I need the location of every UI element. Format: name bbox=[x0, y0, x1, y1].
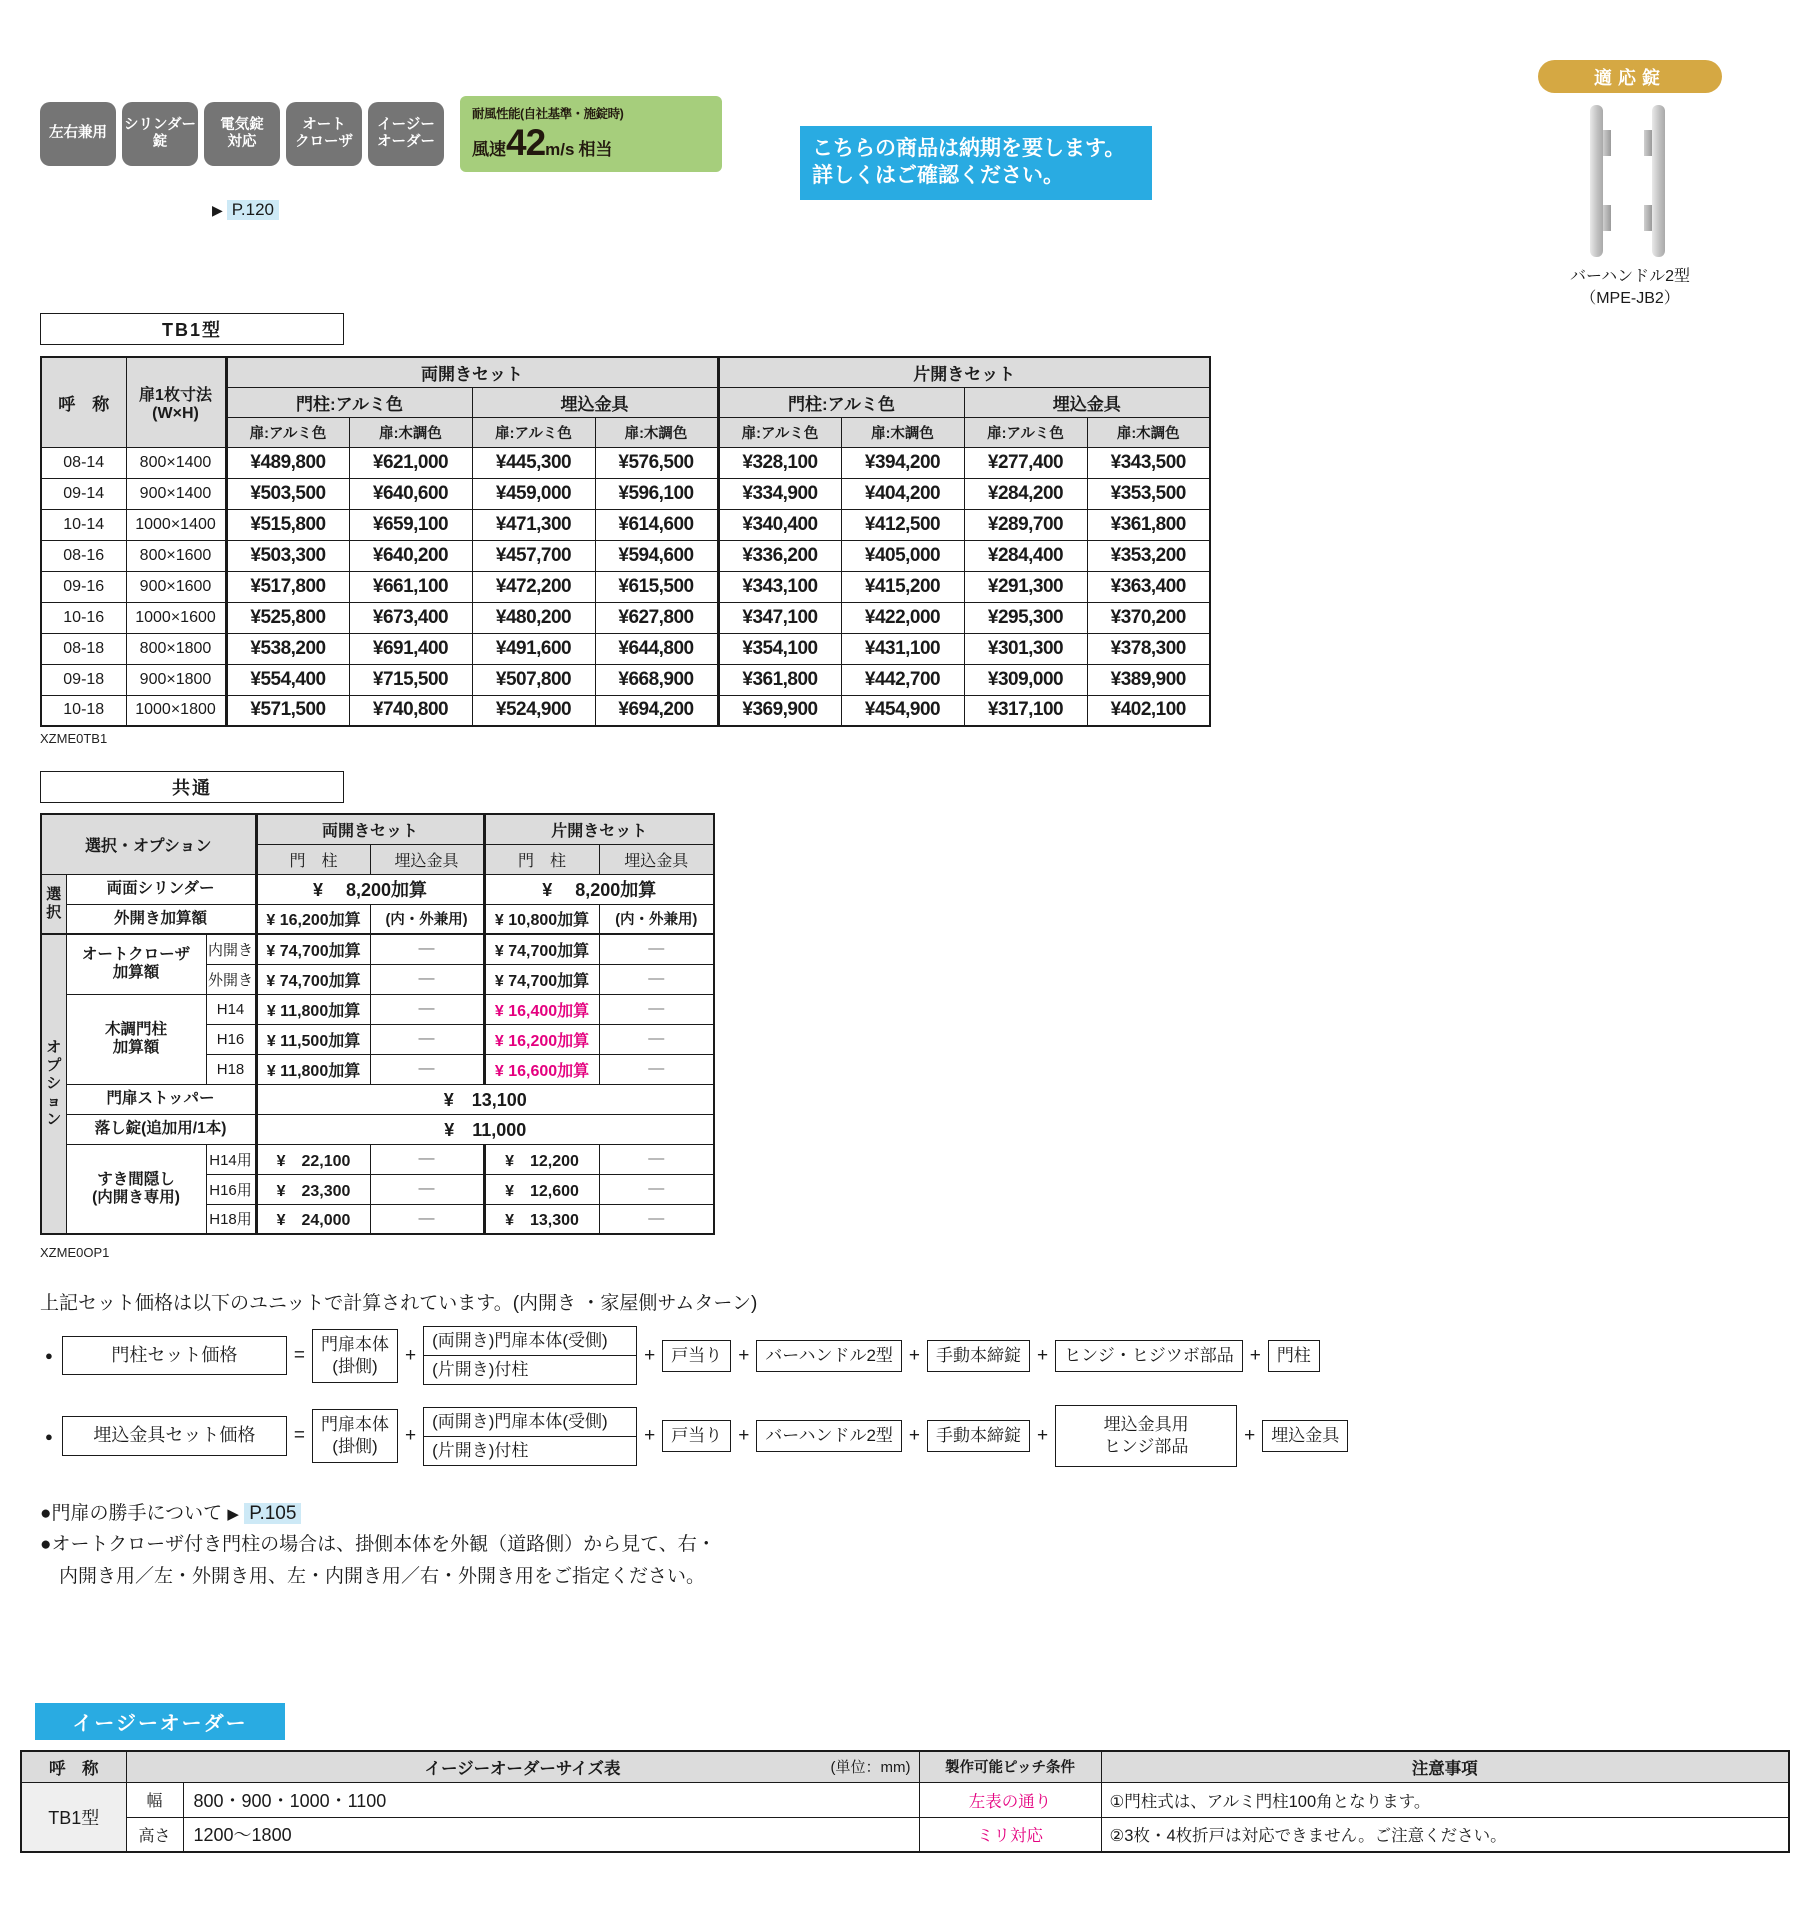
price-cell: ¥317,100 bbox=[964, 695, 1087, 726]
option-sub: H16 bbox=[206, 1024, 256, 1054]
formula-item: (両開き)門扉本体(受側) (片開き)付柱 bbox=[423, 1326, 637, 1385]
formula-pillar-set bbox=[45, 1326, 1320, 1385]
arrow-icon: ▶ bbox=[227, 1506, 239, 1523]
price-cell: ¥596,100 bbox=[595, 478, 718, 509]
bar-handle-left bbox=[1590, 105, 1603, 257]
price-cell: ¥422,000 bbox=[841, 602, 964, 633]
model-cell: 09-14 bbox=[41, 478, 126, 509]
option-value: ¥ 16,200加算 bbox=[256, 904, 370, 934]
price-cell: ¥354,100 bbox=[718, 633, 841, 664]
price-cell: ¥284,200 bbox=[964, 478, 1087, 509]
wind-unit: m/s bbox=[545, 140, 575, 159]
options-sub-metal: 埋込金具 bbox=[370, 844, 484, 874]
model-cell: 10-16 bbox=[41, 602, 126, 633]
option-value: ¥ 11,500加算 bbox=[256, 1024, 370, 1054]
price-cell: ¥740,800 bbox=[349, 695, 472, 726]
delivery-notice bbox=[800, 126, 1152, 200]
feature-badges bbox=[40, 102, 444, 166]
option-label: 外開き加算額 bbox=[66, 904, 256, 934]
price-cell: ¥459,000 bbox=[472, 478, 595, 509]
price-table bbox=[40, 356, 1211, 727]
option-note: (内・外兼用) bbox=[370, 904, 484, 934]
options-group-single: 片開きセット bbox=[484, 814, 714, 844]
plus-sign: + bbox=[738, 1425, 750, 1447]
option-sub: H18用 bbox=[206, 1204, 256, 1234]
bullet-icon: ● bbox=[45, 1348, 53, 1364]
plus-sign: + bbox=[738, 1344, 750, 1366]
price-cell: ¥489,800 bbox=[226, 447, 349, 478]
model-cell: 10-18 bbox=[41, 695, 126, 726]
option-value: ¥ 24,000 bbox=[256, 1204, 370, 1234]
easy-pitch-value: 左表の通り bbox=[919, 1782, 1101, 1817]
easy-height-label: 高さ bbox=[126, 1817, 183, 1852]
option-value: — bbox=[370, 1054, 484, 1084]
size-cell: 900×1400 bbox=[126, 478, 226, 509]
formula-item: 門扉本体 (掛側) bbox=[312, 1409, 398, 1463]
option-value: ¥ 11,000 bbox=[256, 1114, 714, 1144]
handle-tab-icon bbox=[1644, 130, 1652, 156]
notes bbox=[40, 1498, 716, 1592]
options-sub-pillar: 門 柱 bbox=[484, 844, 599, 874]
formula-metal-set bbox=[45, 1405, 1348, 1467]
size-cell: 900×1600 bbox=[126, 571, 226, 602]
calc-intro: 上記セット価格は以下のユニットで計算されています。(内開き ・家屋側サムターン) bbox=[40, 1293, 758, 1314]
easy-model: TB1型 bbox=[21, 1782, 126, 1852]
option-value: — bbox=[370, 964, 484, 994]
formula-title: 埋込金具セット価格 bbox=[62, 1416, 287, 1455]
option-sub: 外開き bbox=[206, 964, 256, 994]
option-sub: H18 bbox=[206, 1054, 256, 1084]
easy-width-label: 幅 bbox=[126, 1782, 183, 1817]
option-note: (内・外兼用) bbox=[599, 904, 714, 934]
price-cell: ¥431,100 bbox=[841, 633, 964, 664]
easy-width-value: 800・900・1000・1100 bbox=[183, 1782, 919, 1817]
price-cell: ¥503,500 bbox=[226, 478, 349, 509]
price-cell: ¥457,700 bbox=[472, 540, 595, 571]
price-cell: ¥291,300 bbox=[964, 571, 1087, 602]
size-cell: 1000×1400 bbox=[126, 509, 226, 540]
badge-cylinder-lock: シリンダー 錠 bbox=[122, 102, 198, 166]
note-handing: ●門扉の勝手について ▶ P.105 bbox=[40, 1498, 716, 1529]
price-cell: ¥328,100 bbox=[718, 447, 841, 478]
option-value: ¥ 11,800加算 bbox=[256, 1054, 370, 1084]
equals-sign: = bbox=[293, 1425, 305, 1447]
table-row bbox=[41, 509, 1210, 540]
price-cell: ¥538,200 bbox=[226, 633, 349, 664]
wind-value: 42 bbox=[506, 122, 546, 163]
plus-sign: + bbox=[1249, 1344, 1261, 1366]
formula-item: バーハンドル2型 bbox=[756, 1340, 902, 1372]
price-cell: ¥673,400 bbox=[349, 602, 472, 633]
sub-header-metal: 埋込金具 bbox=[964, 387, 1210, 417]
easy-height-value: 1200～1800 bbox=[183, 1817, 919, 1852]
size-cell: 800×1800 bbox=[126, 633, 226, 664]
size-cell: 800×1600 bbox=[126, 540, 226, 571]
plus-sign: + bbox=[404, 1425, 417, 1447]
option-sub: H14 bbox=[206, 994, 256, 1024]
price-cell: ¥554,400 bbox=[226, 664, 349, 695]
option-value: — bbox=[370, 934, 484, 964]
table-row bbox=[41, 904, 714, 934]
price-cell: ¥445,300 bbox=[472, 447, 595, 478]
leaf-header-wood: 扉:木調色 bbox=[1087, 417, 1210, 447]
option-value: — bbox=[599, 1144, 714, 1174]
formula-item: 手動本締錠 bbox=[927, 1420, 1030, 1452]
arrow-icon: ▶ bbox=[212, 201, 223, 218]
model-cell: 08-14 bbox=[41, 447, 126, 478]
group-header-single: 片開きセット bbox=[718, 357, 1210, 387]
price-cell: ¥336,200 bbox=[718, 540, 841, 571]
plus-sign: + bbox=[404, 1344, 417, 1366]
price-cell: ¥353,500 bbox=[1087, 478, 1210, 509]
table-row bbox=[41, 874, 714, 904]
plus-sign: + bbox=[1037, 1425, 1049, 1447]
option-value: ¥ 74,700加算 bbox=[256, 934, 370, 964]
table-row bbox=[21, 1817, 1789, 1852]
price-cell: ¥668,900 bbox=[595, 664, 718, 695]
option-value: ¥ 8,200加算 bbox=[484, 874, 714, 904]
price-cell: ¥594,600 bbox=[595, 540, 718, 571]
price-table-body bbox=[41, 447, 1210, 726]
price-cell: ¥524,900 bbox=[472, 695, 595, 726]
option-label: 門扉ストッパー bbox=[66, 1084, 256, 1114]
option-value: ¥ 11,800加算 bbox=[256, 994, 370, 1024]
option-value: ¥ 10,800加算 bbox=[484, 904, 599, 934]
table-row bbox=[21, 1782, 1789, 1817]
col-header-size: 扉1枚寸法 (W×H) bbox=[126, 357, 226, 447]
leaf-header-alumi: 扉:アルミ色 bbox=[472, 417, 595, 447]
model-cell: 08-18 bbox=[41, 633, 126, 664]
option-value: ¥ 16,400加算 bbox=[484, 994, 599, 1024]
price-cell: ¥471,300 bbox=[472, 509, 595, 540]
easy-col-pitch: 製作可能ピッチ条件 bbox=[919, 1751, 1101, 1782]
formula-item: 埋込金具 bbox=[1262, 1420, 1348, 1452]
size-cell: 900×1800 bbox=[126, 664, 226, 695]
option-sub: H16用 bbox=[206, 1174, 256, 1204]
easy-col-size: イージーオーダーサイズ表 (単位：mm) bbox=[126, 1751, 919, 1782]
formula-item: 門柱 bbox=[1268, 1340, 1320, 1372]
plus-sign: + bbox=[908, 1425, 921, 1447]
price-cell: ¥644,800 bbox=[595, 633, 718, 664]
easy-note-value: ①門柱式は、アルミ門柱100角となります。 bbox=[1101, 1782, 1789, 1817]
option-value: — bbox=[599, 1204, 714, 1234]
price-cell: ¥343,100 bbox=[718, 571, 841, 602]
options-sub-metal: 埋込金具 bbox=[599, 844, 714, 874]
price-cell: ¥412,500 bbox=[841, 509, 964, 540]
handle-tab-icon bbox=[1603, 205, 1611, 231]
table-row bbox=[41, 447, 1210, 478]
equals-sign: = bbox=[293, 1344, 305, 1366]
plus-sign: + bbox=[644, 1425, 656, 1447]
size-cell: 1000×1800 bbox=[126, 695, 226, 726]
sub-header-pillar: 門柱:アルミ色 bbox=[226, 387, 472, 417]
col-header-model: 呼 称 bbox=[41, 357, 126, 447]
option-value: — bbox=[599, 1024, 714, 1054]
price-cell: ¥480,200 bbox=[472, 602, 595, 633]
leaf-header-wood: 扉:木調色 bbox=[595, 417, 718, 447]
price-cell: ¥503,300 bbox=[226, 540, 349, 571]
formula-item: 手動本締錠 bbox=[927, 1340, 1030, 1372]
price-cell: ¥614,600 bbox=[595, 509, 718, 540]
option-value: — bbox=[370, 1174, 484, 1204]
price-cell: ¥615,500 bbox=[595, 571, 718, 602]
price-cell: ¥340,400 bbox=[718, 509, 841, 540]
wind-performance-badge bbox=[460, 96, 722, 172]
table-row bbox=[41, 478, 1210, 509]
price-cell: ¥402,100 bbox=[1087, 695, 1210, 726]
price-cell: ¥370,200 bbox=[1087, 602, 1210, 633]
option-value: ¥ 74,700加算 bbox=[484, 934, 599, 964]
table-code: XZME0OP1 bbox=[40, 1245, 110, 1260]
leaf-header-alumi: 扉:アルミ色 bbox=[226, 417, 349, 447]
option-value: ¥ 8,200加算 bbox=[256, 874, 484, 904]
easy-order-banner: イージーオーダー bbox=[35, 1703, 285, 1740]
table-row bbox=[41, 1114, 714, 1144]
option-value: — bbox=[599, 994, 714, 1024]
wind-prefix: 風速 bbox=[472, 140, 506, 159]
option-value: ¥ 16,600加算 bbox=[484, 1054, 599, 1084]
price-cell: ¥295,300 bbox=[964, 602, 1087, 633]
option-value: — bbox=[370, 1204, 484, 1234]
sub-header-metal: 埋込金具 bbox=[472, 387, 718, 417]
option-value: — bbox=[599, 1054, 714, 1084]
easy-order-table bbox=[20, 1750, 1790, 1853]
price-cell: ¥715,500 bbox=[349, 664, 472, 695]
price-cell: ¥691,400 bbox=[349, 633, 472, 664]
price-cell: ¥347,100 bbox=[718, 602, 841, 633]
option-value: — bbox=[599, 964, 714, 994]
easy-unit-label: (単位：mm) bbox=[830, 1759, 911, 1776]
sub-header-pillar: 門柱:アルミ色 bbox=[718, 387, 964, 417]
option-value: — bbox=[370, 994, 484, 1024]
price-cell: ¥309,000 bbox=[964, 664, 1087, 695]
table-row bbox=[41, 540, 1210, 571]
option-sub: 内開き bbox=[206, 934, 256, 964]
price-cell: ¥301,300 bbox=[964, 633, 1087, 664]
table-code: XZME0TB1 bbox=[40, 731, 108, 746]
price-cell: ¥361,800 bbox=[1087, 509, 1210, 540]
table-row bbox=[41, 994, 714, 1024]
model-cell: 10-14 bbox=[41, 509, 126, 540]
badge-electric-lock: 電気錠 対応 bbox=[204, 102, 280, 166]
option-label: オートクローザ 加算額 bbox=[66, 934, 206, 994]
size-cell: 1000×1600 bbox=[126, 602, 226, 633]
note-autocloser-line2: 内開き用／左・外開き用、左・内開き用／右・外開き用をご指定ください。 bbox=[59, 1565, 706, 1587]
price-cell: ¥571,500 bbox=[226, 695, 349, 726]
price-cell: ¥525,800 bbox=[226, 602, 349, 633]
badge-auto-closer: オート クローザ bbox=[286, 102, 362, 166]
option-value: ¥ 13,300 bbox=[484, 1204, 599, 1234]
page-link-120[interactable] bbox=[212, 200, 279, 220]
formula-item: 戸当り bbox=[662, 1340, 731, 1372]
plus-sign: + bbox=[1244, 1425, 1256, 1447]
price-cell: ¥289,700 bbox=[964, 509, 1087, 540]
bar-handle-right bbox=[1652, 105, 1665, 257]
formula-item: (両開き)門扉本体(受側) (片開き)付柱 bbox=[423, 1407, 637, 1466]
table-row bbox=[41, 695, 1210, 726]
formula-item: 戸当り bbox=[662, 1420, 731, 1452]
price-cell: ¥378,300 bbox=[1087, 633, 1210, 664]
model-cell: 09-18 bbox=[41, 664, 126, 695]
easy-note-value: ②3枚・4枚折戸は対応できません。ご注意ください。 bbox=[1101, 1817, 1789, 1852]
category-option: オプション bbox=[41, 934, 66, 1234]
plus-sign: + bbox=[908, 1344, 921, 1366]
price-cell: ¥491,600 bbox=[472, 633, 595, 664]
option-value: ¥ 22,100 bbox=[256, 1144, 370, 1174]
easy-col-model: 呼 称 bbox=[21, 1751, 126, 1782]
price-cell: ¥507,800 bbox=[472, 664, 595, 695]
price-cell: ¥659,100 bbox=[349, 509, 472, 540]
option-label: 木調門柱 加算額 bbox=[66, 994, 206, 1084]
bar-handle-model: （MPE-JB2） bbox=[1580, 289, 1680, 307]
option-value: ¥ 74,700加算 bbox=[256, 964, 370, 994]
badge-both-hands: 左右兼用 bbox=[40, 102, 116, 166]
leaf-header-wood: 扉:木調色 bbox=[349, 417, 472, 447]
price-cell: ¥627,800 bbox=[595, 602, 718, 633]
page-link-105[interactable]: P.105 bbox=[244, 1503, 301, 1524]
notice-line2: 詳しくはご確認ください。 bbox=[812, 164, 1064, 188]
formula-title: 門柱セット価格 bbox=[62, 1336, 287, 1375]
price-cell: ¥454,900 bbox=[841, 695, 964, 726]
price-cell: ¥361,800 bbox=[718, 664, 841, 695]
table-row bbox=[41, 1144, 714, 1174]
leaf-header-alumi: 扉:アルミ色 bbox=[964, 417, 1087, 447]
price-cell: ¥515,800 bbox=[226, 509, 349, 540]
price-cell: ¥517,800 bbox=[226, 571, 349, 602]
notice-line1: こちらの商品は納期を要します。 bbox=[812, 137, 1126, 160]
price-cell: ¥640,200 bbox=[349, 540, 472, 571]
price-cell: ¥353,200 bbox=[1087, 540, 1210, 571]
bar-handle-name: バーハンドル2型 bbox=[1569, 268, 1691, 285]
section-title-common: 共通 bbox=[40, 771, 344, 803]
option-value: ¥ 12,200 bbox=[484, 1144, 599, 1174]
option-value: ¥ 23,300 bbox=[256, 1174, 370, 1204]
option-label: 落し錠(追加用/1本) bbox=[66, 1114, 256, 1144]
price-cell: ¥405,000 bbox=[841, 540, 964, 571]
price-cell: ¥284,400 bbox=[964, 540, 1087, 571]
formula-item: 埋込金具用 ヒンジ部品 bbox=[1055, 1405, 1237, 1467]
table-row bbox=[41, 571, 1210, 602]
price-cell: ¥277,400 bbox=[964, 447, 1087, 478]
options-group-double: 両開きセット bbox=[256, 814, 484, 844]
options-sub-pillar: 門 柱 bbox=[256, 844, 370, 874]
option-value: — bbox=[599, 934, 714, 964]
option-sub: H14用 bbox=[206, 1144, 256, 1174]
table-row bbox=[41, 602, 1210, 633]
price-cell: ¥694,200 bbox=[595, 695, 718, 726]
page-link-120-label[interactable]: P.120 bbox=[227, 200, 279, 220]
price-cell: ¥394,200 bbox=[841, 447, 964, 478]
option-value: — bbox=[370, 1024, 484, 1054]
applicable-lock-badge: 適応錠 bbox=[1538, 60, 1722, 93]
option-value: ¥ 74,700加算 bbox=[484, 964, 599, 994]
handle-tab-icon bbox=[1603, 130, 1611, 156]
plus-sign: + bbox=[644, 1344, 656, 1366]
bar-handle-caption bbox=[1498, 266, 1762, 309]
price-cell: ¥442,700 bbox=[841, 664, 964, 695]
options-table bbox=[40, 813, 715, 1235]
price-cell: ¥363,400 bbox=[1087, 571, 1210, 602]
group-header-double: 両開きセット bbox=[226, 357, 718, 387]
wind-standard-label: 耐風性能(自社基準・施錠時) bbox=[472, 107, 624, 121]
price-cell: ¥415,200 bbox=[841, 571, 964, 602]
model-cell: 08-16 bbox=[41, 540, 126, 571]
easy-col-note: 注意事項 bbox=[1101, 1751, 1789, 1782]
price-cell: ¥334,900 bbox=[718, 478, 841, 509]
formula-item: バーハンドル2型 bbox=[756, 1420, 902, 1452]
price-cell: ¥343,500 bbox=[1087, 447, 1210, 478]
bullet-icon: ● bbox=[45, 1428, 53, 1444]
price-cell: ¥389,900 bbox=[1087, 664, 1210, 695]
wind-suffix: 相当 bbox=[578, 140, 613, 159]
category-select: 選択 bbox=[41, 874, 66, 934]
size-cell: 800×1400 bbox=[126, 447, 226, 478]
price-cell: ¥472,200 bbox=[472, 571, 595, 602]
price-cell: ¥621,000 bbox=[349, 447, 472, 478]
table-row bbox=[41, 633, 1210, 664]
option-label: 両面シリンダー bbox=[66, 874, 256, 904]
option-value: — bbox=[370, 1144, 484, 1174]
price-cell: ¥640,600 bbox=[349, 478, 472, 509]
option-value: ¥ 13,100 bbox=[256, 1084, 714, 1114]
leaf-header-wood: 扉:木調色 bbox=[841, 417, 964, 447]
option-value: ¥ 12,600 bbox=[484, 1174, 599, 1204]
price-cell: ¥404,200 bbox=[841, 478, 964, 509]
option-value: — bbox=[599, 1174, 714, 1204]
note-autocloser-line1: ●オートクローザ付き門柱の場合は、掛側本体を外観（道路側）から見て、右・ bbox=[40, 1534, 716, 1556]
price-cell: ¥369,900 bbox=[718, 695, 841, 726]
section-title-tb1: TB1型 bbox=[40, 313, 344, 345]
formula-item: ヒンジ・ヒジツボ部品 bbox=[1055, 1340, 1243, 1372]
table-row bbox=[41, 934, 714, 964]
handle-tab-icon bbox=[1644, 205, 1652, 231]
badge-easy-order: イージー オーダー bbox=[368, 102, 444, 166]
easy-pitch-value: ミリ対応 bbox=[919, 1817, 1101, 1852]
table-row bbox=[41, 664, 1210, 695]
option-value: ¥ 16,200加算 bbox=[484, 1024, 599, 1054]
price-cell: ¥576,500 bbox=[595, 447, 718, 478]
options-header: 選択・オプション bbox=[41, 814, 256, 874]
price-cell: ¥661,100 bbox=[349, 571, 472, 602]
model-cell: 09-16 bbox=[41, 571, 126, 602]
leaf-header-alumi: 扉:アルミ色 bbox=[718, 417, 841, 447]
plus-sign: + bbox=[1037, 1344, 1049, 1366]
option-label: すき間隠し (内開き専用) bbox=[66, 1144, 206, 1234]
formula-item: 門扉本体 (掛側) bbox=[312, 1329, 398, 1383]
table-row bbox=[41, 1084, 714, 1114]
